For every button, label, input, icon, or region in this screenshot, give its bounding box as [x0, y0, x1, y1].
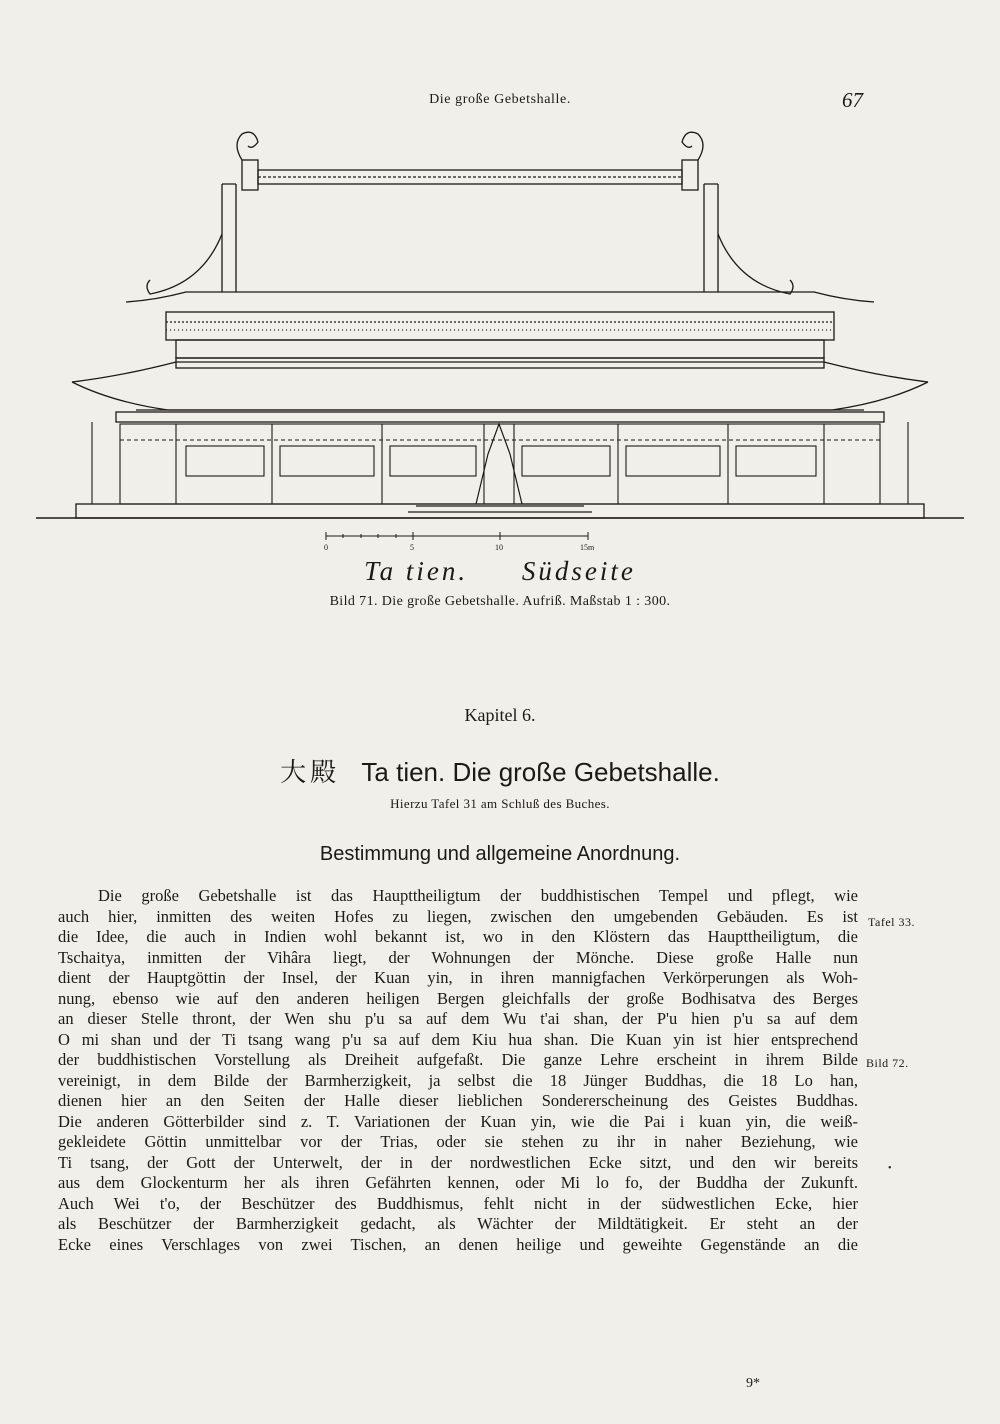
figure-caption: Bild 71. Die große Gebetshalle. Aufriß. Maßstab 1 : 300. — [329, 594, 671, 609]
chapter-title-chinese: 大殿 — [280, 758, 341, 788]
margin-note-plate: Tafel 33. — [868, 915, 915, 929]
margin-note-figure: Bild 72. — [866, 1056, 909, 1070]
scale-label-10: 10 — [495, 543, 503, 552]
upper-eave — [126, 292, 874, 368]
body-line: Auch Wei t'o, der Beschützer des Buddhismus, fehlt nicht in der südwestlichen Ecke, hier — [58, 1193, 858, 1213]
body-line: die Idee, die auch in Indien wohl bekannt ist, wo in den Klöstern das Haupttheiligtum, die — [58, 927, 858, 946]
body-line: Ti tsang, der Gott der Unterwelt, der in der nordwestlichen Ecke sitzt, und den wir bereits — [58, 1152, 858, 1172]
body-line: an dieser Stelle thront, der Wen shu p'u sa auf dem Wu t'ai shan, der P'u hien p'u sa auf dem — [58, 1009, 858, 1028]
body-line: Tschaitya, inmitten der Vihâra liegt, der Wohnungen der Mönche. Diese große Halle nun — [58, 947, 858, 967]
upper-roof-gables — [147, 184, 793, 294]
scale-bar — [326, 532, 588, 540]
body-line: Ecke eines Verschlages von zwei Tischen, an denen heilige und geweihte Gegenstände an die — [58, 1234, 858, 1254]
drawing-caption-script — [0, 556, 1000, 587]
scale-label-5: 5 — [410, 543, 414, 552]
running-head: Die große Gebetshalle. — [429, 92, 571, 107]
caption-script-left: Ta tien. — [364, 556, 469, 586]
scale-label-15m: 15m — [580, 543, 595, 552]
roof-ridge — [237, 132, 703, 190]
body-text — [58, 886, 858, 1255]
hall-elevation-drawing — [36, 124, 964, 554]
chapter-title — [0, 752, 1000, 789]
margin-dot: • — [888, 1163, 892, 1174]
chapter-title-text: Ta tien. Die große Gebetshalle. — [361, 757, 720, 787]
body-line: der buddhistischen Vorstellung als Dreiheit aufgefaßt. Die ganze Lehre erscheint in ihrem Bilde — [58, 1050, 858, 1069]
facade — [92, 422, 908, 504]
base-and-steps — [36, 504, 964, 518]
body-line: Die anderen Götterbilder sind z. T. Variationen der Kuan yin, wie die Pai i kuan yin, die weiß- — [58, 1111, 858, 1131]
body-line: als Beschützer der Barmherzigkeit gedacht, als Wächter der Mildtätigkeit. Er steht an der — [58, 1214, 858, 1233]
chapter-note: Hierzu Tafel 31 am Schluß des Buches. — [390, 796, 610, 811]
lower-roof — [72, 362, 928, 422]
body-line: aus dem Glockenturm her als ihren Gefährten kennen, oder Mi lo fo, der Buddha der Zukunft. — [58, 1173, 858, 1192]
body-line: gekleidete Göttin unmittelbar vor der Trias, oder sie stehen zu ihr in naher Beziehung, wie — [58, 1132, 858, 1151]
chapter-label: Kapitel 6. — [464, 705, 536, 725]
body-line: nung, ebenso wie auf den anderen heiligen Bergen gleichfalls der große Bodhisatva des Berges — [58, 988, 858, 1008]
section-title: Bestimmung und allgemeine Anordnung. — [319, 843, 681, 865]
body-line: dient der Hauptgöttin der Insel, der Kuan yin, in ihren mannigfachen Verkörperungen als Woh- — [58, 968, 858, 987]
scale-label-0: 0 — [324, 543, 328, 552]
body-line: auch hier, inmitten des weiten Hofes zu liegen, zwischen den umgebenden Gebäuden. Es ist — [58, 906, 858, 926]
body-line: dienen hier an den Seiten der Halle dieser lieblichen Sondererscheinung des Geistes Buddhas. — [58, 1091, 858, 1110]
caption-script-right: Südseite — [521, 556, 636, 586]
body-line: O mi shan und der Ti tsang wang p'u sa auf dem Kiu hua shan. Die Kuan yin ist hier entsprechend — [58, 1029, 858, 1049]
page-number: 67 — [842, 88, 863, 112]
body-line: vereinigt, in dem Bilde der Barmherzigkeit, ja selbst die 18 Jünger Buddhas, die 18 Lo han, — [58, 1070, 858, 1090]
body-line: Die große Gebetshalle ist das Haupttheiligtum der buddhistischen Tempel und pflegt, wie — [98, 886, 858, 905]
signature-mark: 9* — [746, 1376, 760, 1391]
